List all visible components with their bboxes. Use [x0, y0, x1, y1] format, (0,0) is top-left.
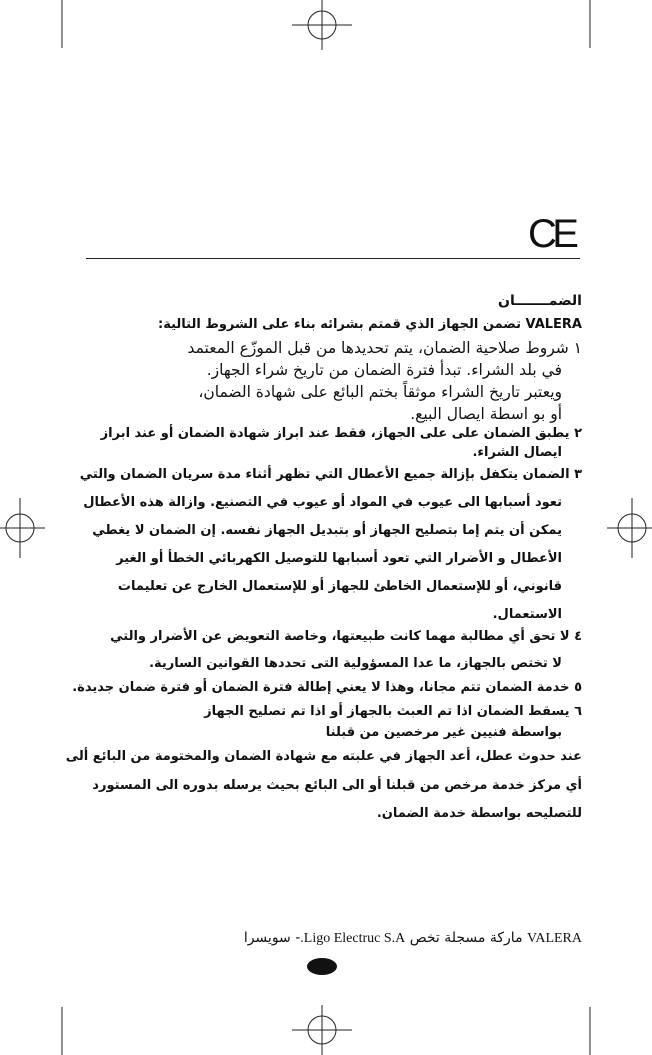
- item-3-line: الأعطال و الأضرار التي تعود أسبابها للتوصيل الكهربائي الخطأ أو الغير: [116, 551, 562, 566]
- item-3-line: تعود أسبابها الى عيوب في المواد أو عيوب في التصنيع. وازالة هذه الأعطال: [83, 495, 562, 510]
- warranty-heading: الضمـــــــان: [498, 293, 582, 309]
- registration-mark-left: [0, 498, 45, 558]
- item-6-line: بواسطة فنيين غير مرخصين من قبلنا: [325, 725, 562, 740]
- footer-arabic: ماركة مسجلة تخص: [409, 930, 523, 946]
- page-marker-dot: [307, 958, 337, 975]
- footer-company: Ligo Electruc S.A.: [300, 931, 406, 946]
- item-4-line: ٤ لا تحق أي مطالبة مهما كانت طبيعتها، وخاصة التعويض عن الأضرار والتي: [110, 629, 582, 644]
- intro-text: VALERA تضمن الجهاز الذي قمتم بشرائه بناء على الشروط التالية:: [158, 317, 582, 332]
- item-3-line: الاستعمال.: [492, 607, 562, 622]
- item-6-line: ٦ يسقط الضمان اذا تم العبث بالجهاز أو اذا تم تصليح الجهاز: [204, 704, 582, 719]
- footer-trademark: [244, 930, 582, 947]
- item-2-line: ٢ يطبق الضمان على على الجهاز، فقط عند ابراز شهادة الضمان أو عند ابراز: [100, 426, 582, 441]
- item-1-line: أو بو اسطة ايصال البيع.: [410, 405, 562, 423]
- item-2-line: ايصال الشراء.: [472, 445, 562, 460]
- item-1-line: في بلد الشراء. تبدأ فترة الضمان من تاريخ شراء الجهاز.: [206, 361, 562, 379]
- registration-mark-bottom: [292, 1005, 352, 1055]
- item-3-line: يمكن أن يتم إما بتصليح الجهاز أو بتبديل الجهاز نفسه. إن الضمان لا يغطي: [92, 523, 562, 538]
- registration-mark-top: [292, 0, 352, 50]
- closing-line: للتصليحه بواسطة خدمة الضمان.: [376, 806, 582, 821]
- registration-mark-right: [607, 498, 652, 558]
- item-4-line: لا تختص بالجهاز، ما عدا المسؤولية التى تحددها القوانين السارية.: [149, 656, 562, 671]
- ce-mark-logo: C E: [528, 212, 575, 256]
- item-5-line: ٥ خدمة الضمان تتم مجانا، وهذا لا يعني إطالة فترة الضمان أو فترة ضمان جديدة.: [72, 680, 582, 695]
- closing-line: عند حدوث عطل، أعد الجهاز في علبته مع شهادة الضمان والمختومة من البائع ألى: [65, 749, 582, 764]
- item-3-line: ٣ الضمان يتكفل بإزالة جميع الأعطال التي تظهر أثناء مدة سريان الضمان والتي: [79, 467, 582, 482]
- footer-brand: VALERA: [527, 931, 582, 946]
- item-1-line: ويعتبر تاريخ الشراء موثقاً بختم البائع على شهادة الضمان،: [198, 383, 562, 401]
- divider: [86, 258, 580, 259]
- item-3-line: قانوني، أو للإستعمال الخاطئ للجهاز أو للإستعمال الخارج عن تعليمات: [117, 579, 562, 594]
- item-1-line: ١ شروط صلاحية الضمان، يتم تحديدها من قبل الموزّع المعتمد: [187, 339, 582, 357]
- closing-line: أي مركز خدمة مرخص من قبلنا أو الى البائع بحيث يرسله بدوره الى المستورد: [92, 778, 582, 793]
- footer-country: - سويسرا: [243, 930, 301, 946]
